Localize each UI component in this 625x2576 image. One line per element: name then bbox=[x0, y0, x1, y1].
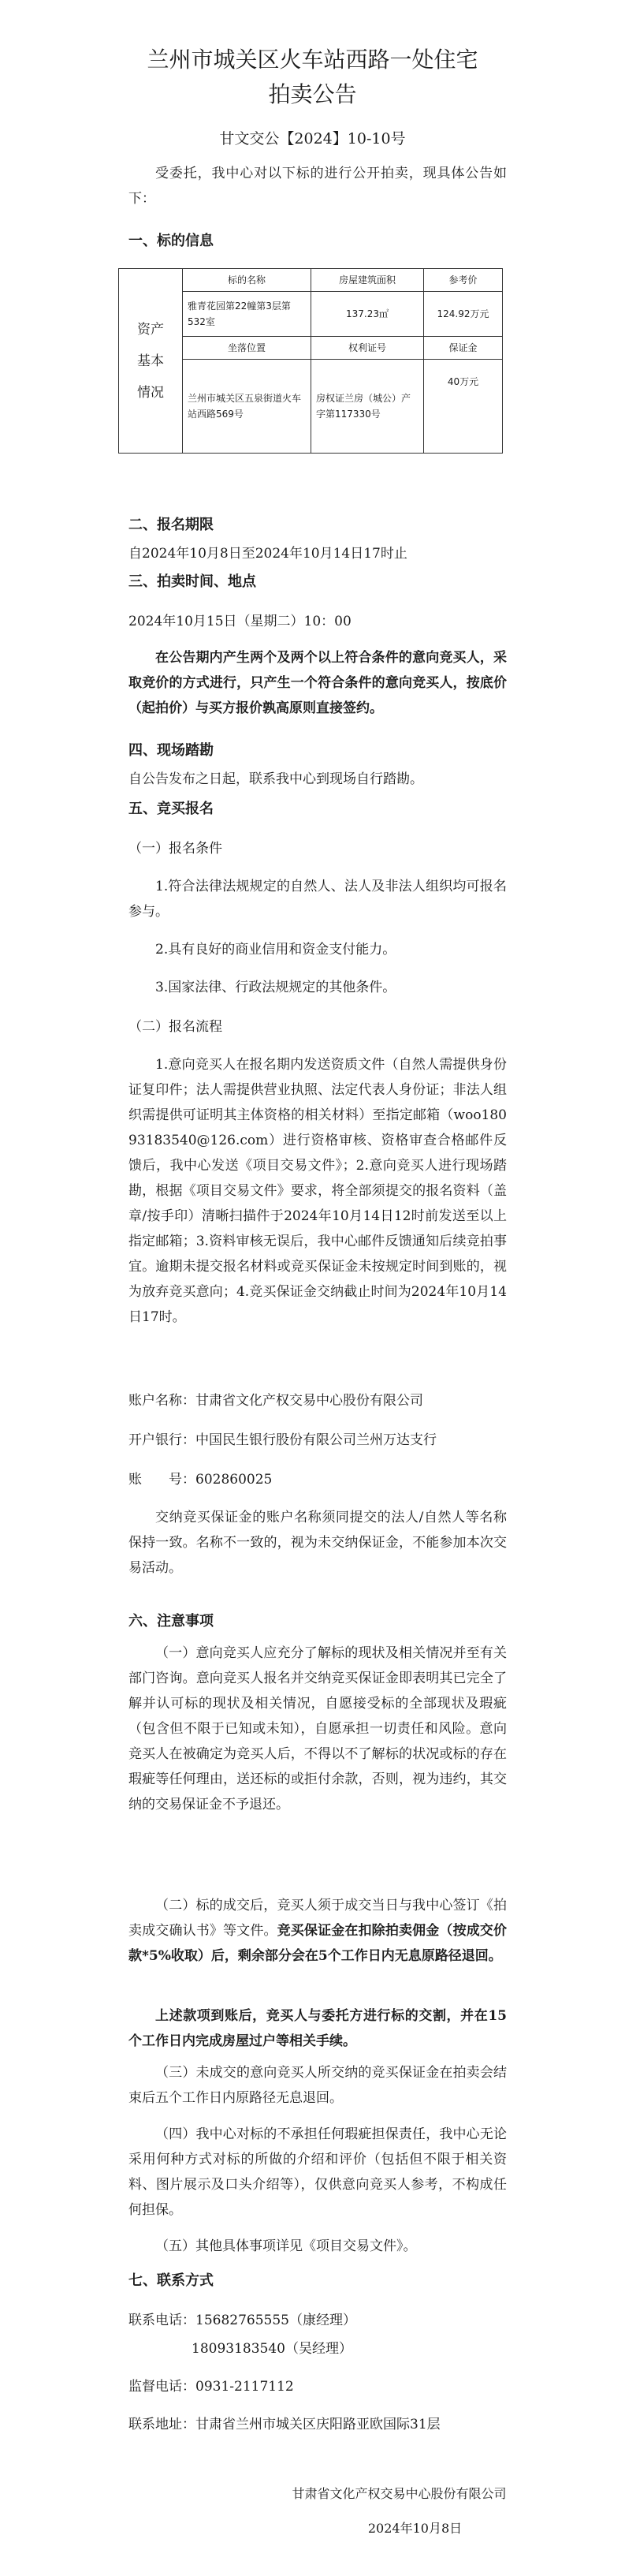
title-line-1: 兰州市城关区火车站西路一处住宅 bbox=[147, 47, 478, 73]
cell-price: 124.92万元 bbox=[424, 292, 503, 337]
contact-phone-1: 联系电话：15682765555（康经理） bbox=[128, 2313, 356, 2328]
notice-5: （五）其他具体事项详见《项目交易文件》。 bbox=[155, 2238, 417, 2254]
header-cert: 权利证号 bbox=[311, 337, 424, 360]
contact-address: 联系地址：甘肃省兰州市城关区庆阳路亚欧国际31层 bbox=[128, 2417, 441, 2432]
account-number: 账 号：602860025 bbox=[128, 1472, 273, 1488]
auction-time: 2024年10月15日（星期二）10：00 bbox=[128, 614, 352, 629]
cell-area: 137.23㎡ bbox=[311, 292, 424, 337]
header-deposit: 保证金 bbox=[424, 337, 503, 360]
section5-heading: 五、竞买报名 bbox=[128, 801, 214, 817]
header-area: 房屋建筑面积 bbox=[311, 269, 424, 292]
registration-process-title: （二）报名流程 bbox=[128, 1019, 222, 1035]
notice-4: （四）我中心对标的不承担任何瑕疵担保责任，我中心无论采用何种方式对标的所做的介绍和评价（包括但不限于相关资料、图片展示及口头介绍等），仅供意向竞买人参考，不构成任何担保。 bbox=[128, 2126, 507, 2218]
notice-1: （一）意向竞买人应充分了解标的现状及相关情况并至有关部门咨询。意向竞买人报名并交纳竞买保证金即表明其已完全了解并认可标的现状及相关情况，自愿接受标的全部现状及瑕疵（包含但不限于已知或未知），自愿承担一切责任和风险。意向竞买人在被确定为竞买人后，不得以不了解标的状况或标的存在瑕疵等任何理由，送还标的或拒付余款，否则，视为违约，其交纳的交易保证金不予退还。 bbox=[128, 1645, 507, 1813]
title-line-2: 拍卖公告 bbox=[268, 81, 357, 107]
notice-3: （三）未成交的意向竞买人所交纳的竞买保证金在拍卖会结束后五个工作日内原路径无息退回。 bbox=[128, 2065, 507, 2106]
registration-period: 自2024年10月8日至2024年10月14日17时止 bbox=[128, 546, 407, 562]
asset-info-table bbox=[118, 268, 503, 454]
cell-cert: 房权证兰房（城公）产字第117330号 bbox=[311, 360, 424, 454]
section4-heading: 四、现场踏勘 bbox=[128, 742, 214, 759]
asset-row-label: 资产 基本 情况 bbox=[119, 269, 183, 454]
condition-2: 2.具有良好的商业信用和资金支付能力。 bbox=[155, 942, 396, 958]
section6-heading: 六、注意事项 bbox=[128, 1613, 214, 1630]
document-number: 甘文交公【2024】10-10号 bbox=[219, 130, 406, 147]
intro-text: 受委托，我中心对以下标的进行公开拍卖，现具体公告如下： bbox=[128, 166, 507, 207]
registration-process-text: 1.意向竞买人在报名期内发送资质文件（自然人需提供身份证复印件；法人需提供营业执照、法定代表人身份证；非法人组织需提供可证明其主体资格的相关材料）至指定邮箱（woo18093183540@126.com）进行资格审核、资格审查合格邮件反馈后，我中心发送《项目交易文件》；2.意向竞买人进行现场踏勘，根据《项目交易文件》要求，将全部须提交的报名资料（盖章/按手印）清晰扫描件于2024年10月14日12时前发送至以上指定邮箱；3.资料审核无误后，我中心邮件反馈通知后续竞拍事宜。逾期未提交报名材料或竞买保证金未按规定时间到账的，视为放弃竞买意向；4.竞买保证金交纳截止时间为2024年10月14日17时。 bbox=[128, 1057, 507, 1325]
header-location: 坐落位置 bbox=[183, 337, 311, 360]
section1-heading: 一、标的信息 bbox=[128, 233, 214, 249]
cell-name: 雅青花园第22幢第3层第532室 bbox=[183, 292, 311, 337]
supervision-phone: 监督电话：0931-2117112 bbox=[128, 2379, 294, 2395]
notice-2-text: （二）标的成交后，竞买人须于成交当日与我中心签订《拍卖成交确认书》等文件。 bbox=[128, 1898, 507, 1939]
site-visit-text: 自公告发布之日起，联系我中心到现场自行踏勘。 bbox=[128, 771, 423, 787]
contact-phone-2: 18093183540（吴经理） bbox=[192, 2341, 352, 2357]
account-name: 账户名称：甘肃省文化产权交易中心股份有限公司 bbox=[128, 1393, 423, 1409]
notice-2 bbox=[128, 1893, 507, 1969]
registration-conditions-title: （一）报名条件 bbox=[128, 841, 222, 857]
auction-rule: 在公告期内产生两个及两个以上符合条件的意向竞买人，采取竞价的方式进行，只产生一个符合条件的意向竞买人，按底价（起拍价）与买方报价孰高原则直接签约。 bbox=[128, 650, 507, 716]
signature-date: 2024年10月8日 bbox=[367, 2521, 463, 2536]
section7-heading: 七、联系方式 bbox=[128, 2272, 214, 2289]
signature-organization: 甘肃省文化产权交易中心股份有限公司 bbox=[292, 2486, 507, 2501]
notice-2-deposit-refund: 竞买保证金在扣除拍卖佣金（按成交价款*5%收取）后，剩余部分会在5个工作日内无息原路径退回。 bbox=[128, 1923, 508, 1964]
cell-location: 兰州市城关区五泉街道火车站西路569号 bbox=[183, 360, 311, 454]
header-name: 标的名称 bbox=[183, 269, 311, 292]
condition-3: 3.国家法律、行政法规规定的其他条件。 bbox=[155, 980, 396, 995]
deposit-account-note: 交纳竞买保证金的账户名称须同提交的法人/自然人等名称保持一致。名称不一致的，视为未交纳保证金，不能参加本次交易活动。 bbox=[128, 1510, 507, 1576]
section2-heading: 二、报名期限 bbox=[128, 517, 214, 533]
bank-name: 开户银行：中国民生银行股份有限公司兰州万达支行 bbox=[128, 1432, 437, 1448]
cell-deposit: 40万元 bbox=[424, 360, 503, 454]
notice-2-handover: 上述款项到账后，竞买人与委托方进行标的交割，并在15个工作日内完成房屋过户等相关手续。 bbox=[128, 2008, 507, 2049]
section3-heading: 三、拍卖时间、地点 bbox=[128, 573, 256, 590]
condition-1: 1.符合法律法规规定的自然人、法人及非法人组织均可报名参与。 bbox=[128, 879, 507, 920]
header-price: 参考价 bbox=[424, 269, 503, 292]
